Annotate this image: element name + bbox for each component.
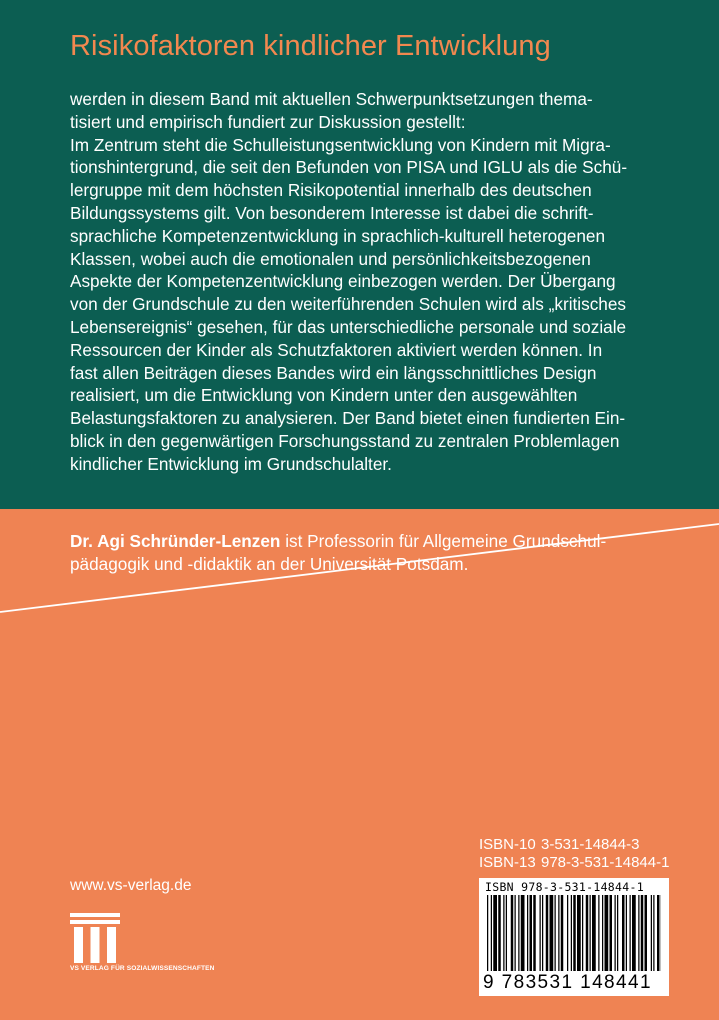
author-name: Dr. Agi Schründer-Lenzen	[70, 531, 281, 551]
publisher-url: www.vs-verlag.de	[70, 877, 192, 894]
publisher-name: VS VERLAG FÜR SOZIALWISSENSCHAFTEN	[70, 965, 215, 972]
barcode	[479, 878, 669, 996]
barcode-isbn-text: ISBN 978-3-531-14844-1	[485, 880, 644, 894]
isbn13-value: 978-3-531-14844-1	[541, 854, 670, 871]
blurb-text: werden in diesem Band mit aktuellen Schwerpunktsetzungen thema- tisiert und empirisch fundiert zur Diskussion gestellt: Im Zentrum steht die Schulleistungsentwicklung von Kindern mit Migra- tionshintergrund, die seit den Befunden von PISA und IGLU als die Schü- lergruppe mit dem höchsten Risikopotential innerhalb des deutschen Bildungssystems gilt. Von besonderem Interesse ist dabei die schrift- sprachliche Kompetenzentwicklung in sprachlich-kulturell heterogenen Klassen, wobei auch die emotionalen und persönlichkeitsbezogenen Aspekte der Kompetenzentwicklung einbezogen werden. Der Übergang von der Grundschule zu den weiterführenden Schulen wird als „kritisches Lebensereignis“ gesehen, für das unterschiedliche personale und soziale Ressourcen der Kinder als Schutzfaktoren aktiviert werden können. In fast allen Beiträgen dieses Bandes wird ein längsschnittliches Design realisiert, um die Entwicklung von Kindern unter den ausgewählten Belastungsfaktoren zu analysieren. Der Band bietet einen fundierten Ein- blick in den gegenwärtigen Forschungsstand zu zentralen Problemlagen kindlicher Entwicklung im Grundschulalter.	[70, 89, 628, 474]
barcode-bars	[487, 895, 661, 975]
isbn10-label: ISBN-10	[479, 836, 536, 853]
isbn-block	[479, 836, 669, 872]
isbn10-value: 3-531-14844-3	[541, 836, 640, 853]
isbn13-label: ISBN-13	[479, 854, 536, 871]
author-bio	[70, 530, 660, 576]
barcode-digits: 9 783531 148441	[483, 972, 652, 993]
isbn10-row	[479, 836, 669, 854]
author-bio-text: ist Professorin für Allgemeine Grundschul- pädagogik und -didaktik an der Universität Potsdam.	[70, 531, 607, 574]
isbn13-row	[479, 854, 669, 872]
publisher-logo-icon	[70, 913, 120, 963]
book-title: Risikofaktoren kindlicher Entwicklung	[70, 30, 551, 62]
